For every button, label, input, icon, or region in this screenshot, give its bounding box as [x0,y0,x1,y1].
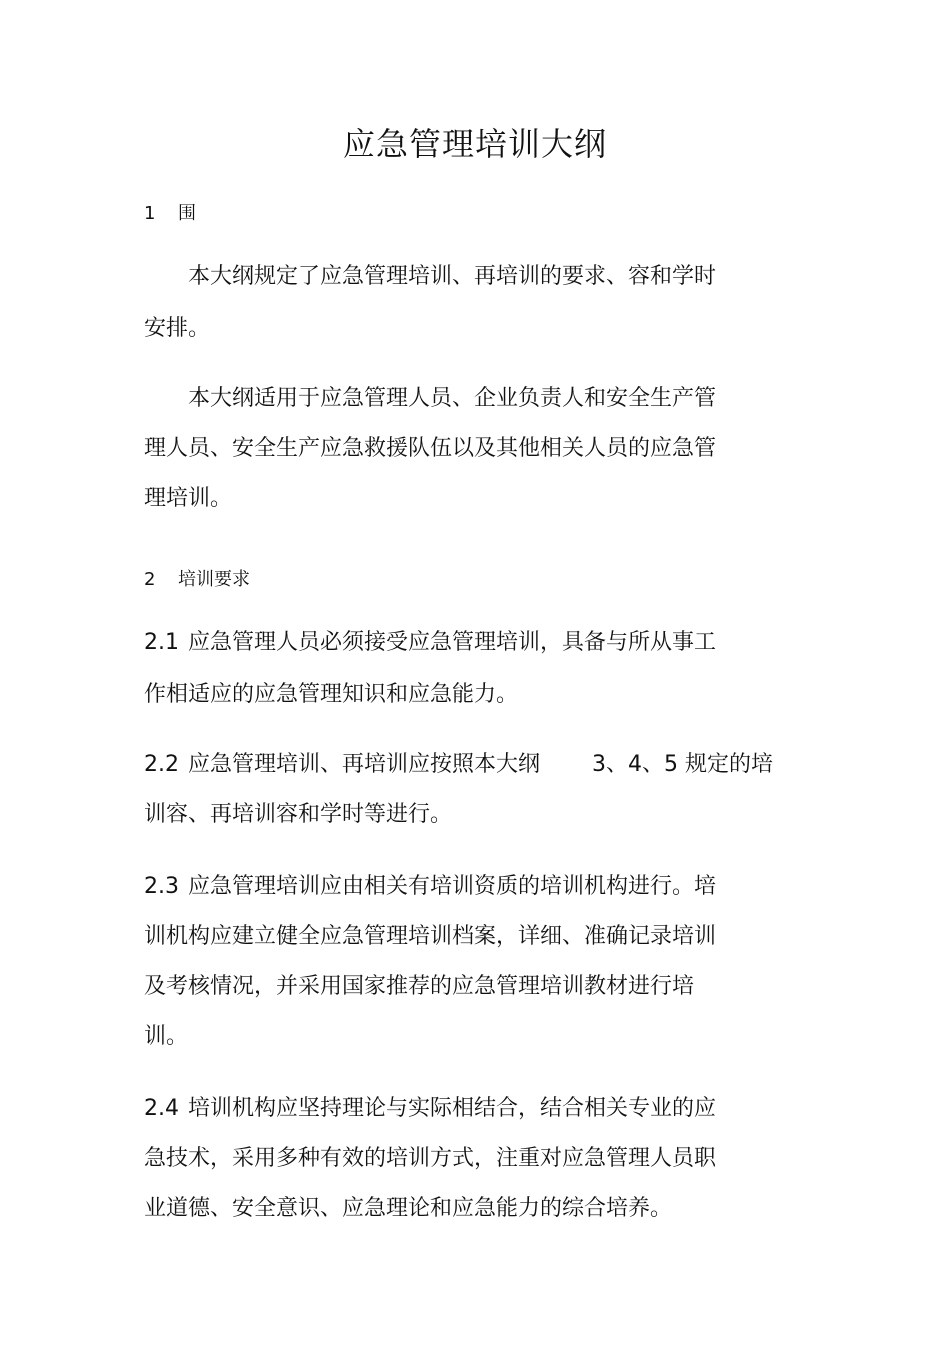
clause-2-3-line-1 [144,872,716,902]
section-2-number: 2 [144,569,156,590]
section-1-para-2-line-2: 理人员、安全生产应急救援队伍以及其他相关人员的应急管 [144,436,717,461]
clause-2-1-number: 2.1 [144,630,179,655]
clause-2-4-number: 2.4 [144,1096,179,1121]
clause-2-2-line-1 [144,750,773,780]
section-1-heading [144,202,196,226]
clause-2-1-line-2: 作相适应的应急管理知识和应急能力。 [144,682,519,707]
clause-2-3-number: 2.3 [144,874,179,899]
clause-2-4-text-1: 培训机构应坚持理论与实际相结合，结合相关专业的应 [188,1096,717,1121]
clause-2-1-line-1 [144,628,716,658]
clause-2-2-line-2: 训容、再培训容和学时等进行。 [144,802,453,827]
document-title: 应急管理培训大纲 [342,125,607,163]
clause-2-3-line-3: 及考核情况，并采用国家推荐的应急管理培训教材进行培 [144,974,695,999]
section-1-number: 1 [144,203,156,224]
section-1-para-1-line-2: 安排。 [144,316,211,341]
clause-2-1-text-1: 应急管理人员必须接受应急管理培训，具备与所从事工 [188,630,717,655]
clause-2-2-number: 2.2 [144,752,179,777]
clause-2-2-text-1b: 3、4、5 规定的培 [592,752,774,777]
clause-2-4-line-1 [144,1094,716,1124]
section-1-para-2-line-3: 理培训。 [144,486,233,511]
section-2-heading [144,568,250,592]
clause-2-2-text-1a: 应急管理培训、再培训应按照本大纲 [188,752,541,777]
clause-2-4-line-2: 急技术，采用多种有效的培训方式，注重对应急管理人员职 [144,1146,717,1171]
section-1-para-2-line-1: 本大纲适用于应急管理人员、企业负责人和安全生产管 [188,386,717,411]
section-1-title: 围 [178,203,196,224]
section-1-para-1-line-1: 本大纲规定了应急管理培训、再培训的要求、容和学时 [188,264,717,289]
section-2-title: 培训要求 [178,569,250,590]
clause-2-3-text-1: 应急管理培训应由相关有培训资质的培训机构进行。培 [188,874,717,899]
clause-2-3-line-2: 训机构应建立健全应急管理培训档案，详细、准确记录培训 [144,924,717,949]
clause-2-4-line-3: 业道德、安全意识、应急理论和应急能力的综合培养。 [144,1196,673,1221]
clause-2-3-line-4: 训。 [144,1024,189,1049]
